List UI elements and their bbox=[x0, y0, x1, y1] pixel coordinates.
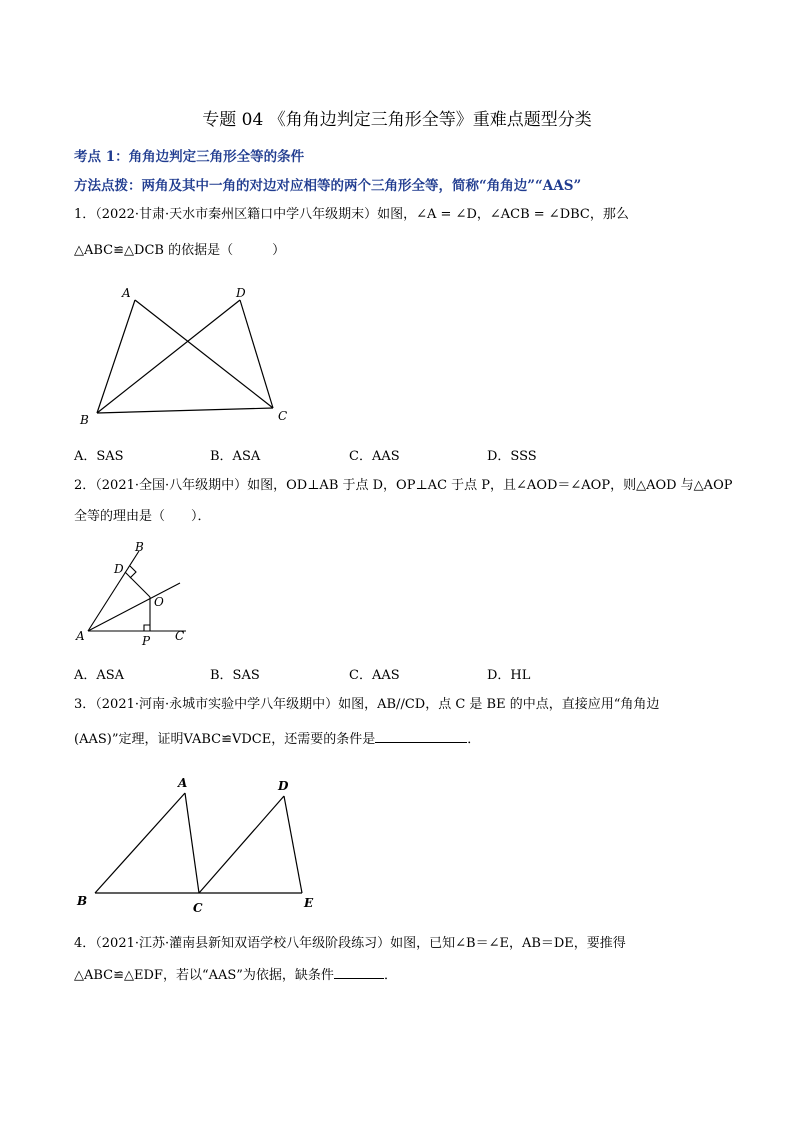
q3-label-e: E bbox=[304, 896, 314, 910]
q3-label-b: B bbox=[77, 894, 88, 908]
kaodian-heading: 考点 1：角角边判定三角形全等的条件 bbox=[74, 149, 305, 165]
q2-label-c: C bbox=[175, 629, 185, 643]
page-title: 专题 04 《角角边判定三角形全等》重难点题型分类 bbox=[202, 110, 592, 130]
q4-answer-blank[interactable] bbox=[334, 966, 384, 979]
q1-option-c: C．AAS bbox=[349, 449, 400, 464]
q4-line2 bbox=[74, 966, 397, 985]
q2-line2: 全等的理由是（ ）． bbox=[74, 509, 211, 524]
q1-line2: △ABC≌△DCB 的依据是（ ） bbox=[74, 243, 286, 258]
q1-option-b: B．ASA bbox=[210, 449, 261, 464]
q4-line1: 4．（2021·江苏·灌南县新知双语学校八年级阶段练习）如图，已知∠B＝∠E，AB＝DE，要推得 bbox=[74, 936, 626, 951]
q3-label-c: C bbox=[193, 901, 203, 915]
q2-label-p: P bbox=[142, 634, 151, 648]
q1-line1: 1．（2022·甘肃·天水市秦州区籍口中学八年级期末）如图，∠A = ∠D，∠ACB = ∠DBC，那么 bbox=[74, 207, 629, 222]
q3-label-a: A bbox=[178, 776, 188, 790]
q2-label-a: A bbox=[76, 629, 85, 643]
q2-label-o: O bbox=[154, 595, 164, 609]
q3-line1: 3．（2021·河南·永城市实验中学八年级期中）如图，AB//CD，点 C 是 BE 的中点，直接应用“角角边 bbox=[74, 697, 660, 712]
q2-label-b: B bbox=[135, 540, 144, 554]
q1-label-c: C bbox=[278, 409, 288, 423]
q3-seg-de bbox=[284, 796, 302, 893]
q3-seg-cd bbox=[199, 796, 284, 893]
q1-option-d: D．SSS bbox=[487, 449, 537, 464]
q1-label-a: A bbox=[122, 286, 131, 300]
q3-label-d: D bbox=[278, 779, 289, 793]
q2-option-a: A．ASA bbox=[74, 668, 125, 683]
q1-label-b: B bbox=[80, 413, 89, 427]
q3-seg-ac bbox=[185, 793, 199, 893]
q2-option-c: C．AAS bbox=[349, 668, 400, 683]
q2-option-d: D．HL bbox=[487, 668, 531, 683]
method-tip: 方法点拨：两角及其中一角的对边对应相等的两个三角形全等，简称“角角边”“AAS” bbox=[74, 178, 582, 194]
q2-option-b: B．SAS bbox=[210, 668, 260, 683]
q1-option-a: A．SAS bbox=[74, 449, 124, 464]
q3-line2-end: ． bbox=[467, 732, 481, 747]
q4-line2-text: △ABC≌△EDF，若以“AAS”为依据，缺条件 bbox=[74, 968, 334, 983]
q3-seg-ba bbox=[95, 793, 185, 893]
q2-label-d: D bbox=[114, 562, 124, 576]
q1-label-d: D bbox=[236, 286, 246, 300]
q4-line2-end: ． bbox=[383, 968, 397, 983]
q2-line1: 2．（2021·全国·八年级期中）如图，OD⊥AB 于点 D，OP⊥AC 于点 P，且∠AOD＝∠AOP，则△AOD 与△AOP bbox=[74, 478, 733, 493]
q3-line2-text: (AAS)”定理，证明VABC≌VDCE，还需要的条件是 bbox=[74, 732, 376, 747]
